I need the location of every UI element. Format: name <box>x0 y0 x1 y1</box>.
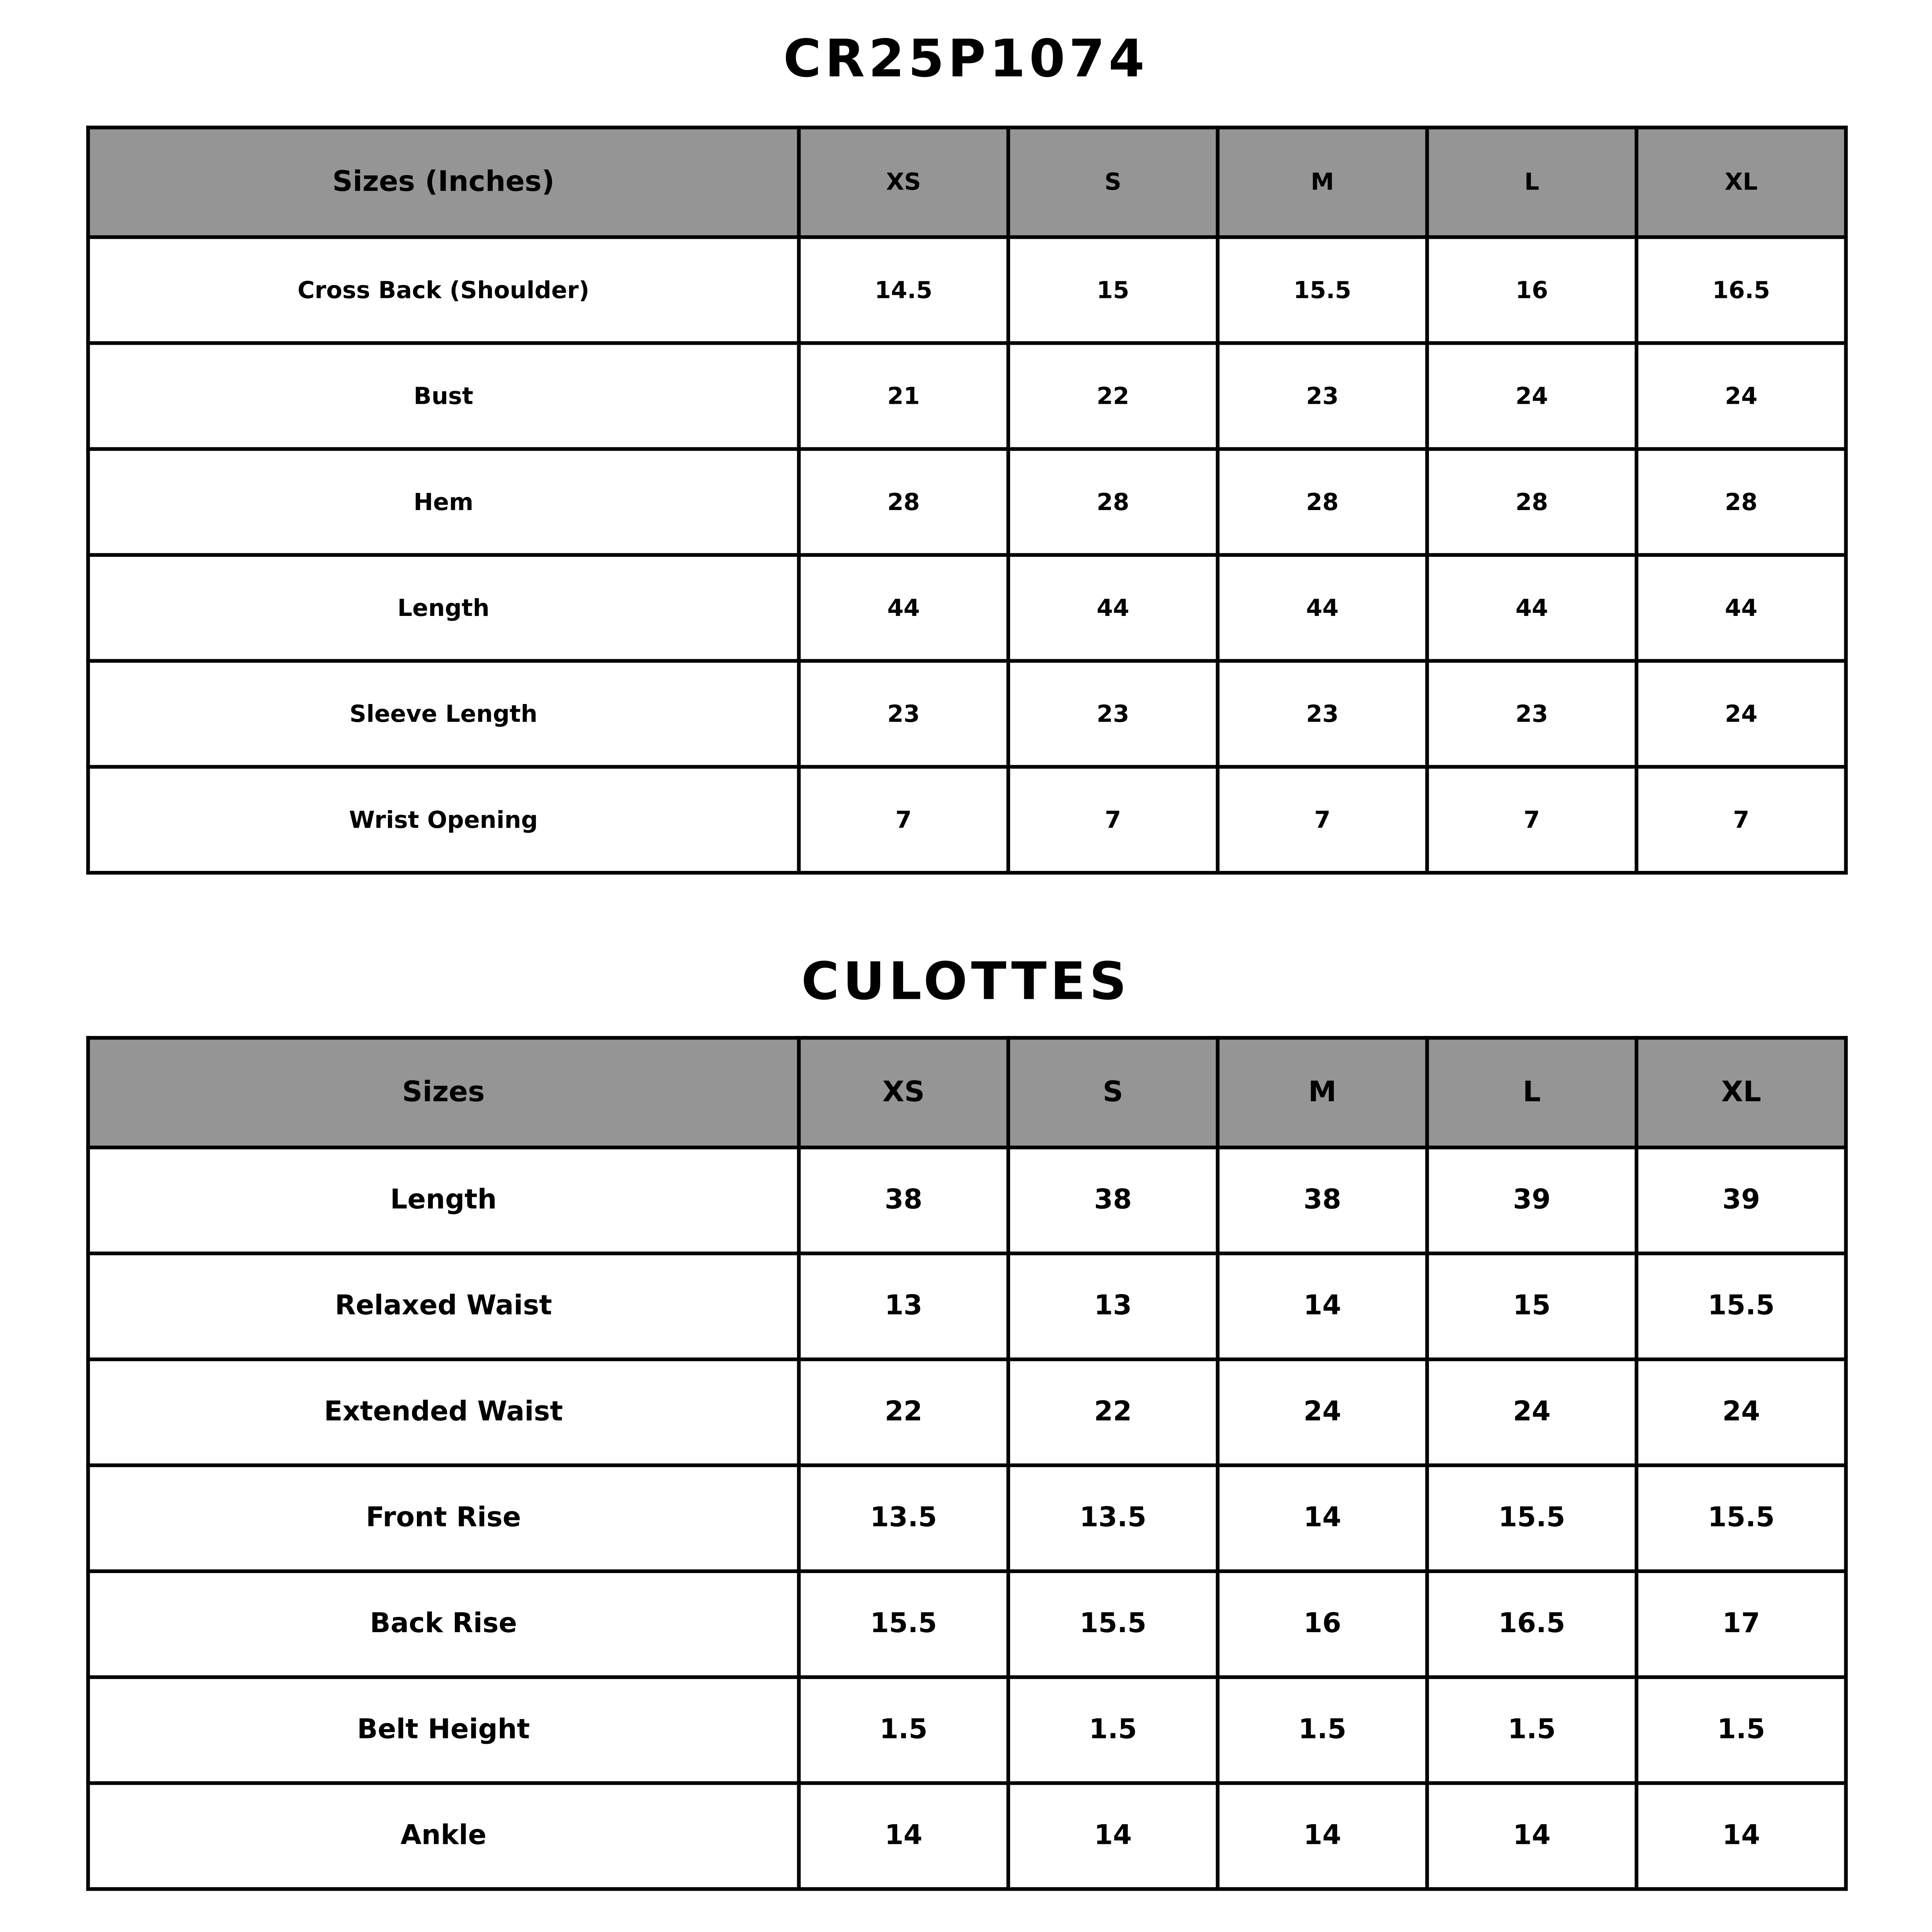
row-label: Sleeve Length <box>88 661 799 767</box>
table-cell: 15.5 <box>1008 1571 1218 1677</box>
table-cell: 39 <box>1427 1148 1636 1253</box>
table-cell: 13.5 <box>799 1465 1008 1571</box>
header-cell-xs: XS <box>799 1038 1008 1148</box>
table-cell: 15.5 <box>799 1571 1008 1677</box>
table-cell: 7 <box>1218 767 1427 873</box>
table-cell: 28 <box>1218 449 1427 555</box>
row-label: Wrist Opening <box>88 767 799 873</box>
row-label: Front Rise <box>88 1465 799 1571</box>
table-cell: 15.5 <box>1636 1465 1846 1571</box>
row-label: Length <box>88 555 799 661</box>
row-label: Ankle <box>88 1783 799 1889</box>
table-cell: 28 <box>799 449 1008 555</box>
table-cell: 28 <box>1636 449 1846 555</box>
table-cell: 7 <box>1636 767 1846 873</box>
table-cell: 14 <box>1636 1783 1846 1889</box>
table-cell: 7 <box>799 767 1008 873</box>
header-cell-xl: XL <box>1636 1038 1846 1148</box>
table-row <box>88 1148 1846 1253</box>
table-cell: 44 <box>799 555 1008 661</box>
row-label: Back Rise <box>88 1571 799 1677</box>
table-cell: 14 <box>1008 1783 1218 1889</box>
table-header-row <box>88 1038 1846 1148</box>
table-cell: 15 <box>1427 1253 1636 1359</box>
table-cell: 38 <box>1218 1148 1427 1253</box>
row-label: Bust <box>88 343 799 449</box>
table-cell: 23 <box>1427 661 1636 767</box>
table-cell: 1.5 <box>799 1677 1008 1783</box>
table-row <box>88 555 1846 661</box>
table-cell: 7 <box>1008 767 1218 873</box>
table-cell: 23 <box>799 661 1008 767</box>
table-cell: 23 <box>1218 661 1427 767</box>
table-row <box>88 1783 1846 1889</box>
table-cell: 16 <box>1427 237 1636 343</box>
row-label: Cross Back (Shoulder) <box>88 237 799 343</box>
table-cell: 14 <box>1427 1783 1636 1889</box>
row-label: Hem <box>88 449 799 555</box>
table-cell: 15.5 <box>1218 237 1427 343</box>
header-cell-l: L <box>1427 1038 1636 1148</box>
header-cell-m: M <box>1218 1038 1427 1148</box>
table-cell: 24 <box>1636 343 1846 449</box>
table-cell: 38 <box>1008 1148 1218 1253</box>
table-cell: 15 <box>1008 237 1218 343</box>
table-cell: 13 <box>799 1253 1008 1359</box>
table-cell: 24 <box>1218 1359 1427 1465</box>
table-cell: 39 <box>1636 1148 1846 1253</box>
table-cell: 14 <box>1218 1465 1427 1571</box>
table-cell: 16.5 <box>1636 237 1846 343</box>
table-cell: 38 <box>799 1148 1008 1253</box>
table-row <box>88 1253 1846 1359</box>
table-row <box>88 767 1846 873</box>
row-label: Relaxed Waist <box>88 1253 799 1359</box>
header-cell-s: S <box>1008 128 1218 237</box>
table-row <box>88 1465 1846 1571</box>
table-cell: 1.5 <box>1427 1677 1636 1783</box>
table-cell: 23 <box>1218 343 1427 449</box>
table-row <box>88 237 1846 343</box>
table-header-row <box>88 128 1846 237</box>
table-cell: 44 <box>1218 555 1427 661</box>
table-cell: 1.5 <box>1008 1677 1218 1783</box>
bottom-table-title: CULOTTES <box>801 951 1131 1012</box>
table-cell: 24 <box>1427 1359 1636 1465</box>
table-cell: 22 <box>1008 343 1218 449</box>
table-cell: 22 <box>1008 1359 1218 1465</box>
table-cell: 44 <box>1427 555 1636 661</box>
table-cell: 14 <box>1218 1783 1427 1889</box>
table-cell: 15.5 <box>1427 1465 1636 1571</box>
table-cell: 1.5 <box>1218 1677 1427 1783</box>
table-cell: 7 <box>1427 767 1636 873</box>
table-cell: 16.5 <box>1427 1571 1636 1677</box>
header-cell-xl: XL <box>1636 128 1846 237</box>
table-cell: 24 <box>1636 661 1846 767</box>
row-label: Extended Waist <box>88 1359 799 1465</box>
row-label: Length <box>88 1148 799 1253</box>
top-size-table <box>86 126 1848 874</box>
table-cell: 13.5 <box>1008 1465 1218 1571</box>
header-cell-sizes: Sizes (Inches) <box>88 128 799 237</box>
table-cell: 21 <box>799 343 1008 449</box>
table-cell: 13 <box>1008 1253 1218 1359</box>
bottom-size-table <box>86 1036 1848 1891</box>
table-cell: 16 <box>1218 1571 1427 1677</box>
table-cell: 44 <box>1636 555 1846 661</box>
table-row <box>88 1359 1846 1465</box>
table-cell: 17 <box>1636 1571 1846 1677</box>
table-cell: 1.5 <box>1636 1677 1846 1783</box>
table-cell: 15.5 <box>1636 1253 1846 1359</box>
table-cell: 14.5 <box>799 237 1008 343</box>
header-cell-xs: XS <box>799 128 1008 237</box>
table-cell: 14 <box>1218 1253 1427 1359</box>
table-cell: 28 <box>1008 449 1218 555</box>
top-table-title: CR25P1074 <box>783 28 1148 89</box>
header-cell-sizes: Sizes <box>88 1038 799 1148</box>
table-row <box>88 661 1846 767</box>
table-cell: 24 <box>1636 1359 1846 1465</box>
table-row <box>88 449 1846 555</box>
row-label: Belt Height <box>88 1677 799 1783</box>
table-cell: 24 <box>1427 343 1636 449</box>
table-row <box>88 343 1846 449</box>
header-cell-m: M <box>1218 128 1427 237</box>
table-row <box>88 1571 1846 1677</box>
header-cell-s: S <box>1008 1038 1218 1148</box>
table-cell: 28 <box>1427 449 1636 555</box>
table-cell: 14 <box>799 1783 1008 1889</box>
header-cell-l: L <box>1427 128 1636 237</box>
table-row <box>88 1677 1846 1783</box>
table-cell: 44 <box>1008 555 1218 661</box>
table-cell: 23 <box>1008 661 1218 767</box>
table-cell: 22 <box>799 1359 1008 1465</box>
